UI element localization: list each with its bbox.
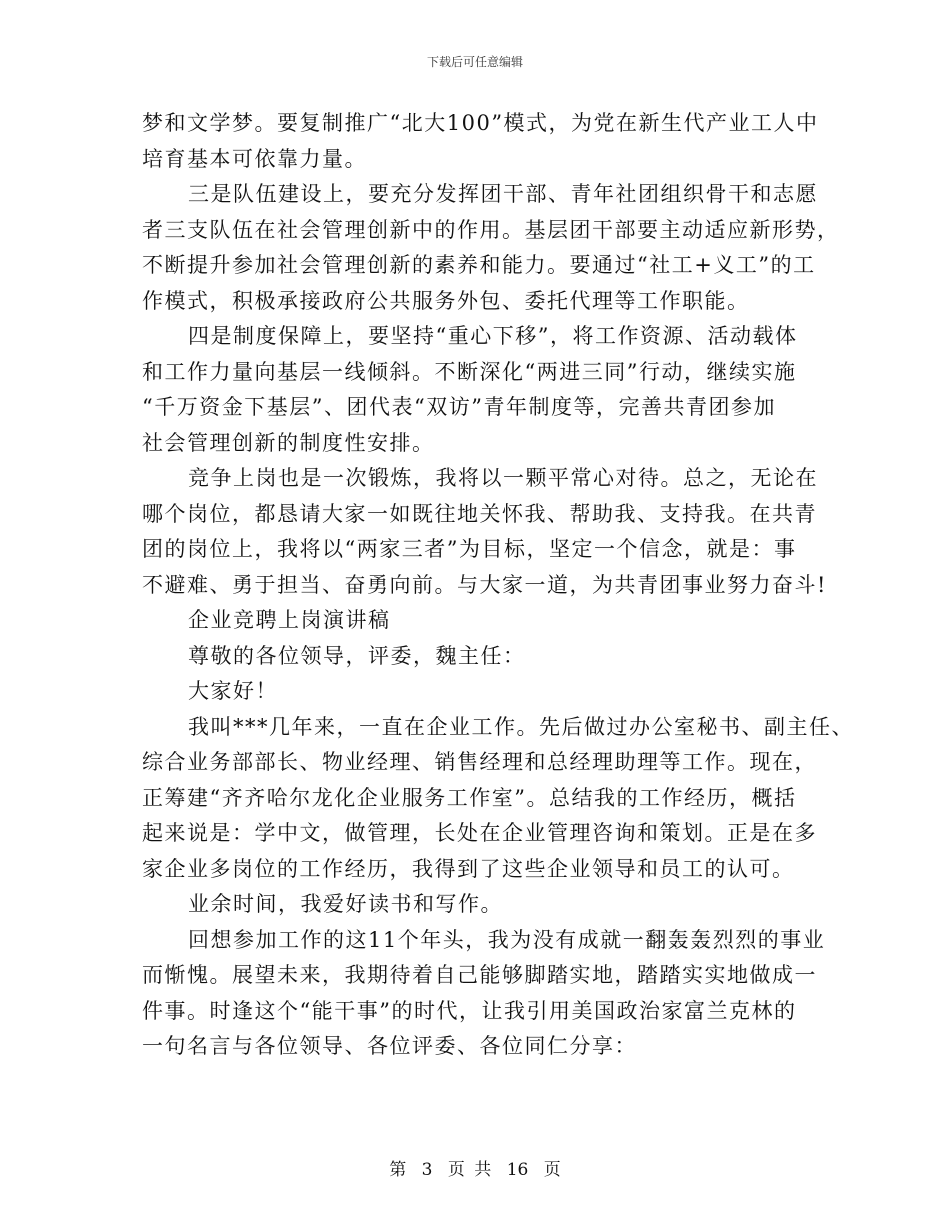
salutation: 尊敬的各位领导，评委，魏主任：: [188, 643, 526, 668]
body-line: 者三支队伍在社会管理创新中的作用。基层团干部要主动适应新形势，: [142, 217, 840, 242]
body-line: 哪个岗位，都恳请大家一如既往地关怀我、帮助我、支持我。在共青: [142, 501, 817, 526]
body-line: 一句名言与各位领导、各位评委、各位同仁分享：: [142, 1034, 637, 1058]
page-header: [0, 53, 950, 70]
footer-middle: 页 共: [447, 1160, 492, 1180]
body-line: 而惭愧。展望未来，我期待着自己能够脚踏实地，踏踏实实地做成一: [142, 963, 817, 987]
body-line: 梦和文学梦。要复制推广“北大100”模式，为党在新生代产业工人中: [142, 111, 819, 135]
footer-prefix: 第: [389, 1160, 407, 1180]
greeting: 大家好！: [188, 679, 278, 703]
body-line: 我叫***几年来，一直在企业工作。先后做过办公室秘书、副主任、: [188, 714, 854, 739]
total-pages-number: 16: [506, 1160, 529, 1180]
section-title: 企业竞聘上岗演讲稿: [188, 608, 391, 632]
header-text: 下载后可任意编辑: [426, 55, 523, 69]
body-line: “千万资金下基层”、团代表“双访”青年制度等，完善共青团参加: [142, 395, 776, 419]
body-line: 三是队伍建设上，要充分发挥团干部、青年社团组织骨干和志愿: [188, 182, 818, 206]
body-line: 业余时间，我爱好读书和写作。: [188, 892, 503, 916]
body-line: 团的岗位上，我将以“两家三者”为目标，坚定一个信念，就是：事: [142, 537, 797, 561]
body-line: 四是制度保障上，要坚持“重心下移”，将工作资源、活动载体: [188, 324, 798, 348]
body-line: 不断提升参加社会管理创新的素养和能力。要通过“社工+义工”的工: [142, 253, 816, 277]
current-page-number: 3: [421, 1160, 433, 1180]
body-line: 起来说是：学中文，做管理，长处在企业管理咨询和策划。正是在多: [142, 821, 817, 845]
body-line: 家企业多岗位的工作经历，我得到了这些企业领导和员工的认可。: [142, 856, 795, 881]
body-line: 件事。时逢这个“能干事”的时代，让我引用美国政治家富兰克林的: [142, 998, 797, 1023]
body-line: 不避难、勇于担当、奋勇向前。与大家一道，为共青团事业努力奋斗!: [142, 572, 827, 597]
body-line: 和工作力量向基层一线倾斜。不断深化“两进三同”行动，继续实施: [142, 359, 797, 384]
body-line: 培育基本可依靠力量。: [142, 146, 367, 171]
body-line: 竞争上岗也是一次锻炼，我将以一颗平常心对待。总之，无论在: [188, 466, 818, 490]
document-body: [142, 106, 854, 1065]
footer-suffix: 页: [543, 1160, 561, 1180]
body-line: 作模式，积极承接政府公共服务外包、委托代理等工作职能。: [142, 288, 750, 313]
body-line: 正筹建“齐齐哈尔龙化企业服务工作室”。总结我的工作经历，概括: [142, 785, 797, 810]
body-line: 社会管理创新的制度性安排。: [142, 430, 435, 455]
body-line: 回想参加工作的这11个年头，我为没有成就一翻轰轰烈烈的事业: [188, 927, 826, 952]
body-line: 综合业务部部长、物业经理、销售经理和总经理助理等工作。现在，: [142, 750, 817, 774]
page-footer: [0, 1155, 950, 1180]
